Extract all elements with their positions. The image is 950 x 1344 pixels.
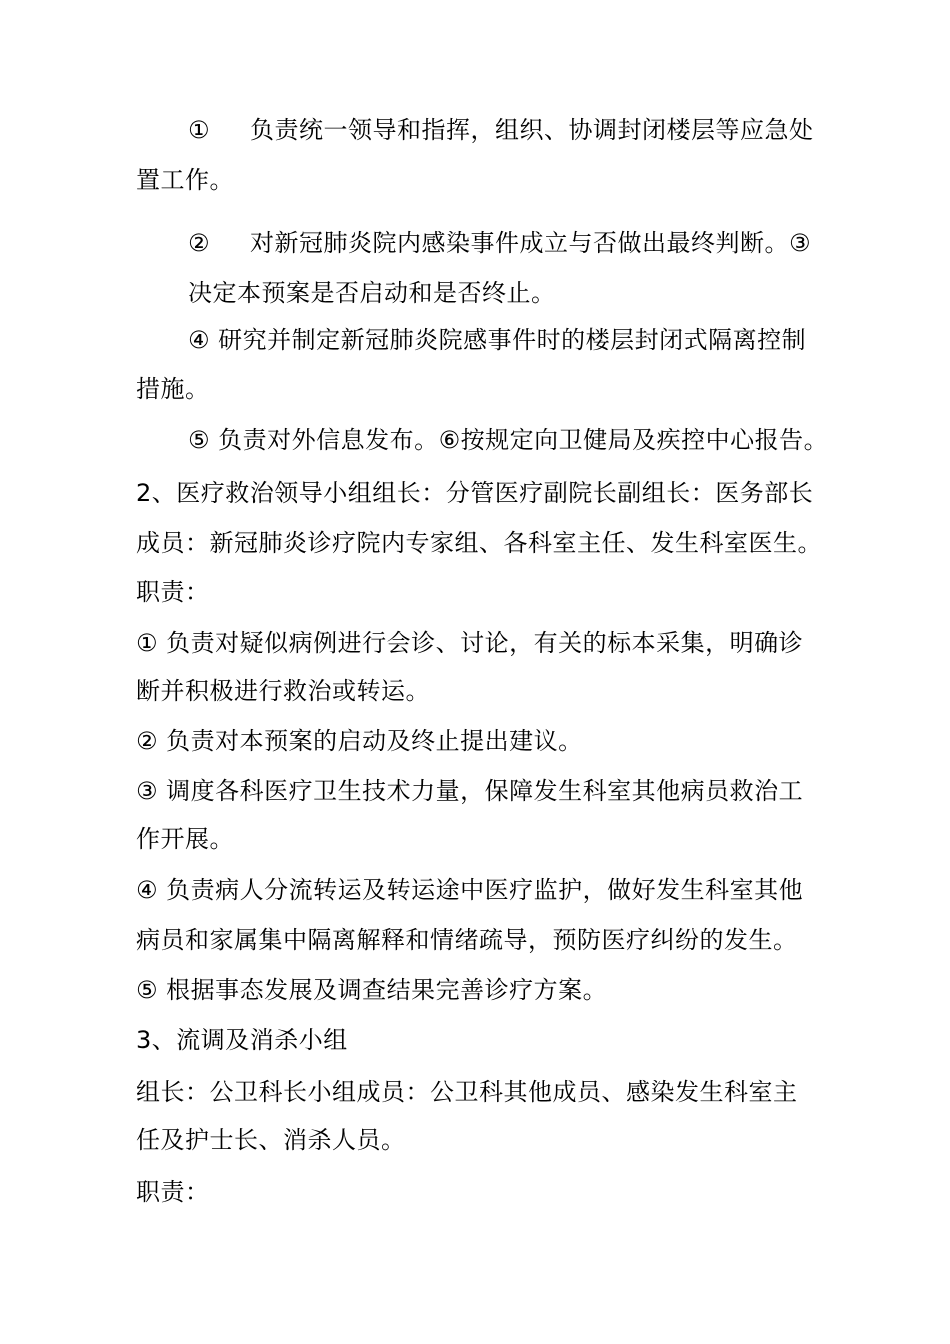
section1-item5-line1: ⑤ 负责对外信息发布。⑥按规定向卫健局及疾控中心报告。	[188, 426, 829, 454]
section1-item4-line2: 措施。	[136, 375, 210, 403]
item-number-2: ②	[188, 229, 211, 257]
section2-members: 成员：新冠肺炎诊疗院内专家组、各科室主任、发生科室医生。	[136, 529, 822, 557]
section3-leaders-line1: 组长：公卫科长小组成员：公卫科其他成员、感染发生科室主	[136, 1078, 798, 1106]
section2-duties-label: 职责：	[136, 578, 210, 606]
section2-duty3-line2: 作开展。	[136, 825, 234, 853]
section1-item2-line2: 决定本预案是否启动和是否终止。	[188, 279, 556, 307]
section2-duty1-line1: ① 负责对疑似病例进行会诊、讨论，有关的标本采集，明确诊	[136, 629, 804, 657]
section2-duty3-line1: ③ 调度各科医疗卫生技术力量，保障发生科室其他病员救治工	[136, 777, 804, 805]
section2-heading: 2、医疗救治领导小组组长：分管医疗副院长副组长：医务部长	[136, 479, 814, 507]
item-number-1: ①	[188, 116, 211, 144]
section3-duties-label: 职责：	[136, 1178, 210, 1206]
section1-item1-line1	[188, 115, 814, 145]
section2-duty1-line2: 断并积极进行救治或转运。	[136, 677, 430, 705]
section1-item2-line1	[188, 228, 811, 258]
section2-duty2-line1: ② 负责对本预案的启动及终止提出建议。	[136, 727, 583, 755]
section3-heading: 3、流调及消杀小组	[136, 1026, 348, 1054]
section2-duty4-line2: 病员和家属集中隔离解释和情绪疏导，预防医疗纠纷的发生。	[136, 926, 798, 954]
item2-text: 对新冠肺炎院内感染事件成立与否做出最终判断。③	[250, 229, 812, 257]
section2-duty4-line1: ④ 负责病人分流转运及转运途中医疗监护，做好发生科室其他	[136, 876, 804, 904]
section1-item1-line2: 置工作。	[136, 166, 234, 194]
item1-text: 负责统一领导和指挥，组织、协调封闭楼层等应急处	[250, 116, 814, 144]
section1-item4-line1: ④ 研究并制定新冠肺炎院感事件时的楼层封闭式隔离控制	[188, 326, 807, 354]
section2-duty5-line1: ⑤ 根据事态发展及调查结果完善诊疗方案。	[136, 976, 608, 1004]
section3-leaders-line2: 任及护士长、消杀人员。	[136, 1126, 406, 1154]
